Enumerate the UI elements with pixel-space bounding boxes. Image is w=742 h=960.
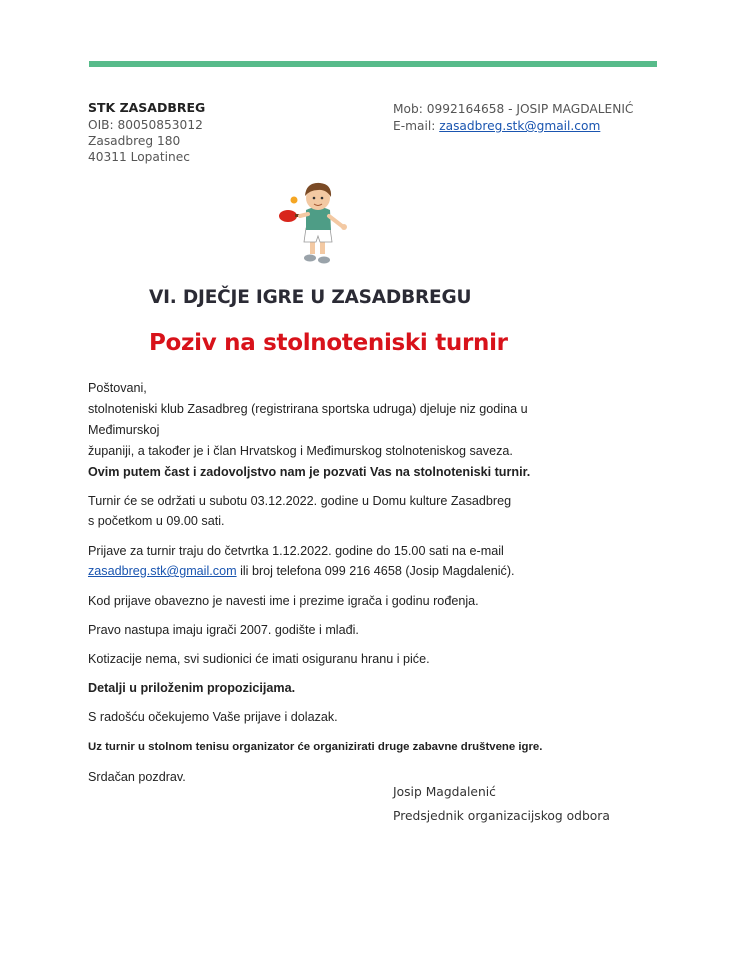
schedule-text: Turnir će se održati u subotu 03.12.2022. godine u Domu kulture Zasadbreg s početkom u 09.00 sati. [88, 494, 512, 528]
invitation-title: Poziv na stolnoteniski turnir [149, 330, 508, 356]
event-title: VI. DJEČJE IGRE U ZASADBREGU [149, 287, 472, 308]
contact-block [393, 101, 633, 135]
signature-name: Josip Magdalenić [393, 785, 496, 799]
eligibility: Pravo nastupa imaju igrači 2007. godište i mlađi. [88, 623, 359, 637]
intro-line-2: županiji, a također je i član Hrvatskog i Međimurskog stolnoteniskog saveza. [88, 444, 513, 458]
contact-email-link[interactable]: zasadbreg.stk@gmail.com [439, 119, 601, 133]
paddle-icon [279, 210, 297, 222]
extra-games-note: Uz turnir u stolnom tenisu organizator će organizirati druge zabavne društvene igre. [88, 741, 543, 753]
org-address-line1: Zasadbreg 180 [88, 134, 181, 148]
invitation-text: Ovim putem čast i zadovoljstvo nam je pozvati Vas na stolnoteniski turnir. [88, 465, 531, 479]
closing: Srdačan pozdrav. [88, 770, 186, 784]
signature-role: Predsjednik organizacijskog odbora [393, 809, 610, 823]
ball-icon [291, 197, 298, 204]
registration-phone: ili broj telefona 099 216 4658 (Josip Magdalenić). [236, 564, 515, 578]
signature-block [393, 780, 610, 828]
greeting: Poštovani, [88, 381, 147, 395]
accent-bar [89, 61, 657, 67]
registration-text: Prijave za turnir traju do četvrtka 1.12.2022. godine do 15.00 sati na e-mail [88, 544, 504, 558]
contact-email-row [393, 118, 633, 135]
registration-email-link[interactable]: zasadbreg.stk@gmail.com [88, 564, 237, 578]
fee-info: Kotizacije nema, svi sudionici će imati osiguranu hranu i piće. [88, 652, 430, 666]
org-oib: OIB: 80050853012 [88, 118, 203, 132]
letter-body [88, 378, 558, 787]
table-tennis-boy-icon [276, 176, 356, 266]
expectation: S radošću očekujemo Vaše prijave i dolazak. [88, 710, 338, 724]
required-info: Kod prijave obavezno je navesti ime i prezime igrača i godinu rođenja. [88, 594, 479, 608]
details-note: Detalji u priloženim propozicijama. [88, 681, 296, 695]
registration-paragraph [88, 541, 558, 581]
organization-block [88, 100, 205, 165]
org-address-line2: 40311 Lopatinec [88, 150, 190, 164]
contact-mobile: Mob: 0992164658 - JOSIP MAGDALENIĆ [393, 102, 634, 116]
org-name: STK ZASADBREG [88, 100, 206, 115]
intro-line-1: stolnoteniski klub Zasadbreg (registrirana sportska udruga) djeluje niz godina u Međimurskoj [88, 402, 528, 437]
email-label: E-mail: [393, 119, 440, 133]
